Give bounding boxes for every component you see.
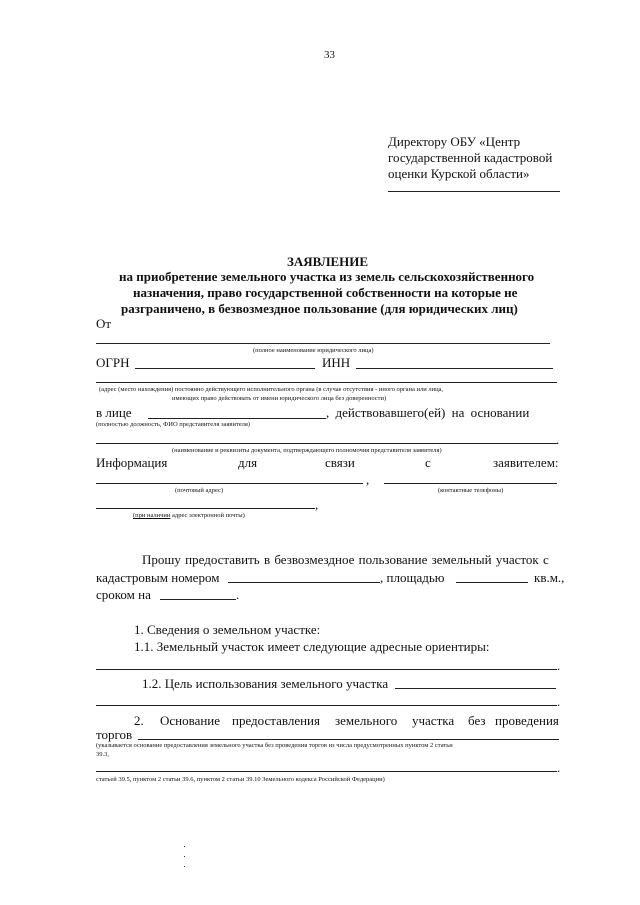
- basis-hint-3: статьей 39.5, пунктом 2 статьи 39.6, пунктом 2 статьи 39.10 Земельного кодекса Российской Федерации): [96, 776, 385, 783]
- term-field[interactable]: [160, 599, 236, 600]
- basis-hint-2: 39.3,: [96, 751, 109, 758]
- period-2: .: [236, 587, 240, 602]
- item-2-word-4: земельного: [335, 713, 398, 728]
- contact-word-2: для: [238, 455, 258, 470]
- addressee-line-2: государственной кадастровой: [388, 150, 553, 165]
- title-subline-3: разграничено, в безвозмездное пользование (для юридических лиц): [121, 301, 518, 316]
- area-unit: кв.м.,: [534, 570, 565, 585]
- title-heading: ЗАЯВЛЕНИЕ: [287, 254, 369, 269]
- contact-word-3: связи: [325, 455, 355, 470]
- item-2-word-1: 2.: [134, 713, 144, 728]
- from-label: От: [96, 316, 112, 331]
- addressee-signature-line[interactable]: [388, 191, 560, 192]
- postal-address-hint: (почтовый адрес): [175, 487, 224, 494]
- phones-hint: (контактные телефоны): [438, 487, 504, 494]
- comma-1: ,: [366, 472, 370, 487]
- email-hint-rest: адрес электронной почты): [170, 512, 245, 519]
- basis-field[interactable]: [138, 739, 559, 740]
- period-5: .: [557, 760, 561, 775]
- inn-label: ИНН: [322, 355, 351, 370]
- authority-document-field[interactable]: [96, 443, 557, 444]
- representative-field[interactable]: [148, 418, 326, 419]
- inn-field[interactable]: [356, 368, 553, 369]
- representative-hint: (полностью должность, ФИО представителя заявителя): [96, 421, 251, 428]
- period-4: .: [557, 694, 561, 709]
- authority-document-hint: (наименование и реквизиты документа, подтверждающего полномочия представителя заявителя): [172, 447, 442, 454]
- acting-basis-label: , действовавшего(ей) на основании: [326, 405, 530, 420]
- cadastral-label: кадастровым номером: [96, 570, 220, 585]
- area-field[interactable]: [456, 582, 528, 583]
- addressee-line-3: оценки Курской области»: [388, 166, 530, 181]
- contact-word-1: Информация: [96, 455, 168, 470]
- email-hint: [133, 512, 245, 519]
- address-hint-2: имеющих право действовать от имени юридического лица без доверенности): [172, 395, 387, 402]
- cadastral-number-field[interactable]: [228, 582, 380, 583]
- address-hint-1: (адрес (место нахождения) постоянно действующего исполнительного органа (в случае отсутствия - иного органа или лица,: [99, 386, 444, 393]
- item-2-continuation: торгов: [96, 727, 133, 742]
- title-subline-2: назначения, право государственной собственности на которые не: [133, 285, 518, 300]
- scan-speck: [184, 866, 185, 867]
- addressee-line-1: Директору ОБУ «Центр: [388, 134, 521, 149]
- address-field[interactable]: [96, 382, 557, 383]
- period-3: .: [557, 658, 561, 673]
- email-hint-underlined: (при наличии: [133, 512, 171, 519]
- term-label: сроком на: [96, 587, 151, 602]
- ogrn-label: ОГРН: [96, 355, 130, 370]
- scan-speck: [184, 846, 185, 847]
- ogrn-field[interactable]: [135, 368, 315, 369]
- item-2-word-2: Основание: [160, 713, 221, 728]
- basis-field-2[interactable]: [96, 771, 557, 772]
- postal-address-field[interactable]: [96, 483, 363, 484]
- area-label: , площадью: [380, 570, 445, 585]
- request-line-1: Прошу предоставить в безвозмездное пользование земельный участок с: [142, 552, 549, 567]
- item-2-word-3: предоставления: [232, 713, 320, 728]
- section-1-heading: 1. Сведения о земельном участке:: [134, 622, 321, 637]
- applicant-name-field[interactable]: [96, 343, 550, 344]
- page-number: 33: [324, 49, 335, 61]
- in-person-label: в лице: [96, 405, 132, 420]
- comma-2: ,: [315, 497, 319, 512]
- period-1: .: [556, 432, 560, 447]
- title-subline-1: на приобретение земельного участка из земель сельскохозяйственного: [119, 269, 535, 284]
- basis-hint-1: (указывается основание предоставления земельного участка без проведения торгов из числа предусмотренных пунктом 2 статьи: [96, 742, 453, 749]
- item-2-word-7: проведения: [495, 713, 559, 728]
- contact-word-4: с: [425, 455, 431, 470]
- scan-speck: [184, 856, 185, 857]
- item-2-word-6: без: [468, 713, 486, 728]
- phones-field[interactable]: [384, 483, 557, 484]
- section-1-2-text: 1.2. Цель использования земельного участка: [142, 676, 389, 691]
- applicant-name-hint: (полное наименование юридического лица): [253, 347, 374, 354]
- item-2-word-5: участка: [412, 713, 455, 728]
- section-1-1-text: 1.1. Земельный участок имеет следующие адресные ориентиры:: [134, 639, 490, 654]
- email-field[interactable]: [96, 508, 315, 509]
- land-use-purpose-field[interactable]: [395, 688, 556, 689]
- address-landmarks-field[interactable]: [96, 669, 557, 670]
- land-use-purpose-field-2[interactable]: [96, 705, 557, 706]
- contact-word-5: заявителем:: [493, 455, 559, 470]
